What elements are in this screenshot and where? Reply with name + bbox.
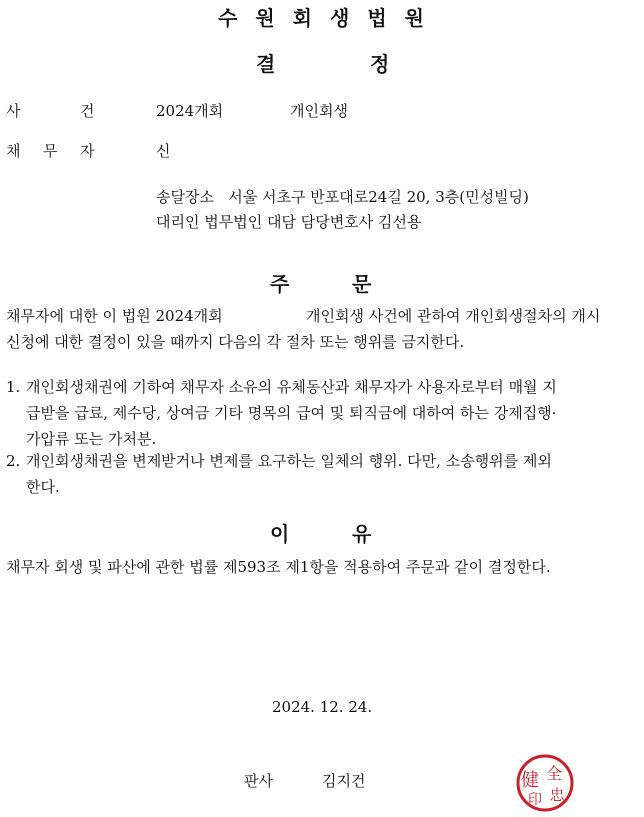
debtor-label-char: 자 (80, 142, 95, 160)
order-heading-right: 문 (352, 272, 374, 296)
address-value: 서울 서초구 반포대로24길 20, 3층(민성빌딩) (228, 188, 529, 206)
doc-title-right: 정 (370, 52, 392, 76)
judge-role: 판사 (244, 772, 273, 790)
court-char: 원 (255, 6, 277, 30)
court-char: 회 (292, 6, 314, 30)
delivery-address (156, 186, 529, 207)
court-char: 생 (330, 6, 352, 30)
debtor-label-char: 무 (43, 142, 58, 160)
case-type: 개인회생 (290, 102, 348, 120)
court-char: 법 (367, 6, 389, 30)
judge-name: 김지건 (322, 772, 366, 790)
case-number: 2024개회 (156, 102, 224, 120)
legal-agent: 대리인 법무법인 대담 담당변호사 김선용 (156, 213, 422, 231)
item-number: 1. (6, 378, 21, 396)
seal-char: 全 (545, 764, 563, 783)
court-char: 원 (404, 6, 426, 30)
item-line: 가압류 또는 가처분. (26, 430, 157, 448)
case-label-char: 건 (80, 102, 95, 120)
item-line: 급받을 급료, 제수당, 상여금 기타 명목의 급여 및 퇴직금에 대하여 하는 강제집행· (26, 404, 557, 422)
judge-seal (514, 753, 576, 813)
item-text (26, 374, 557, 452)
order-para-line1b: 개인회생 사건에 관하여 개인회생절차의 개시 (306, 307, 601, 325)
reason-text: 채무자 회생 및 파산에 관한 법률 제593조 제1항을 적용하여 주문과 같이 결정한다. (6, 558, 551, 576)
seal-char: 健 (521, 770, 539, 791)
order-heading-left: 주 (270, 272, 292, 296)
item-line: 개인회생채권에 기하여 채무자 소유의 유체동산과 채무자가 사용자로부터 매월 지 (26, 378, 557, 396)
address-label: 송달장소 (156, 188, 214, 206)
reason-heading-right: 유 (352, 522, 374, 546)
order-para-line1a: 채무자에 대한 이 법원 2024개회 (6, 307, 223, 325)
doc-title-left: 결 (256, 52, 278, 76)
court-name (0, 2, 644, 31)
court-char: 수 (218, 6, 240, 30)
item-line: 한다. (26, 478, 60, 496)
debtor-name: 신 (156, 142, 171, 160)
case-label-char: 사 (6, 102, 21, 120)
decision-date: 2024. 12. 24. (272, 698, 373, 716)
reason-heading-left: 이 (270, 522, 292, 546)
item-line: 개인회생채권을 변제받거나 변제를 요구하는 일체의 행위. 다만, 소송행위를 제외 (26, 452, 552, 470)
item-number: 2. (6, 452, 21, 470)
item-text (26, 448, 552, 500)
seal-char: 印 (528, 792, 542, 808)
order-para-line2: 신청에 대한 결정이 있을 때까지 다음의 각 절차 또는 행위를 금지한다. (6, 333, 465, 351)
debtor-label-char: 채 (6, 142, 21, 160)
seal-char: 忠 (549, 786, 565, 804)
